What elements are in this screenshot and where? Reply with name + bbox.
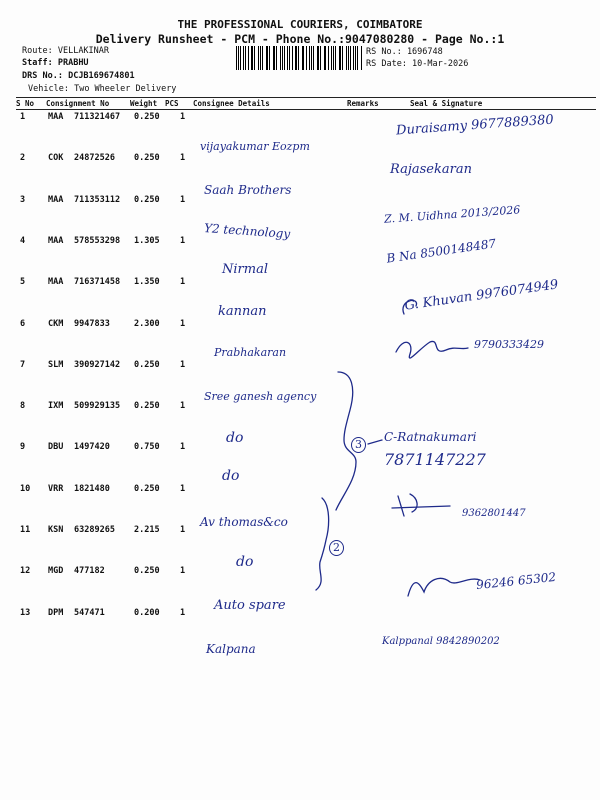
consignee-hw-13: Auto spare — [214, 598, 286, 613]
table-row — [0, 236, 600, 277]
row-pcs: 1 — [180, 401, 186, 412]
vehicle-line — [28, 84, 176, 94]
row-consignment-number: 711353112 — [74, 194, 121, 205]
barcode-bar — [333, 46, 334, 70]
consignee-hw-2: Saah Brothers — [204, 183, 292, 197]
row-weight: 0.200 — [134, 607, 160, 618]
row-consignment-prefix: CKM — [48, 318, 64, 329]
consignee-hw-5: kannan — [218, 304, 267, 319]
signature-2: Rajasekaran — [390, 162, 472, 177]
barcode-bar — [280, 46, 281, 70]
row-sno: 5 — [20, 277, 26, 288]
barcode-bar — [353, 46, 354, 70]
row-pcs: 1 — [180, 112, 186, 122]
table-row — [0, 153, 600, 194]
barcode-bar — [324, 46, 325, 70]
barcode-bar — [355, 46, 356, 70]
barcode-bar — [236, 46, 237, 70]
table-row — [0, 525, 600, 566]
drs-value: DCJB169674801 — [68, 71, 135, 81]
barcode-bar — [346, 46, 347, 70]
consignee-hw-1: vijayakumar Eozpm — [200, 140, 310, 153]
row-sno: 2 — [20, 153, 26, 164]
bracket-mark-2: 2 — [329, 540, 344, 556]
table-row — [0, 608, 600, 649]
table-row — [0, 401, 600, 442]
row-pcs: 1 — [180, 483, 186, 494]
signature-10: 9362801447 — [462, 508, 526, 519]
signature-kalpana: Kalppanal 9842890202 — [382, 636, 500, 647]
signature-1: Duraisamy 9677889380 — [395, 112, 555, 139]
barcode-bar — [340, 46, 341, 70]
bracket-mark-3: 3 — [351, 437, 366, 453]
row-weight: 0.250 — [134, 401, 160, 412]
row-consignment-number: 63289265 — [74, 525, 115, 535]
row-consignment-prefix: KSN — [48, 525, 64, 535]
barcode-bar — [258, 46, 259, 70]
staff-label: Staff: — [22, 58, 53, 68]
barcode-bar — [254, 46, 255, 70]
col-consignee: Consignee Details — [193, 99, 270, 108]
vehicle-label: Vehicle: — [28, 84, 69, 94]
row-consignment-number: 390927142 — [74, 359, 121, 370]
consignee-hw-11: Av thomas&co — [200, 515, 288, 529]
row-weight: 0.250 — [134, 153, 160, 164]
row-weight: 1.350 — [134, 277, 160, 288]
barcode-bar — [269, 46, 270, 70]
row-sno: 12 — [20, 566, 31, 577]
row-consignment-number: 716371458 — [74, 277, 121, 288]
table-header — [16, 97, 596, 110]
row-consignment-prefix: DPM — [48, 607, 64, 618]
row-sno: 3 — [20, 194, 26, 205]
signature-6: 9790333429 — [474, 338, 544, 351]
row-sno: 9 — [20, 442, 26, 453]
row-consignment-prefix: MAA — [48, 277, 64, 288]
row-sno: 4 — [20, 235, 26, 246]
col-seal-signature: Seal & Signature — [410, 99, 483, 108]
row-weight: 0.250 — [134, 359, 160, 370]
row-consignment-prefix: MAA — [48, 194, 64, 205]
row-pcs: 1 — [180, 235, 186, 246]
row-pcs: 1 — [180, 318, 186, 329]
table-row — [0, 442, 600, 483]
barcode-bar — [289, 46, 290, 70]
barcode — [236, 46, 362, 70]
row-consignment-number: 1497420 — [74, 442, 110, 453]
row-weight: 0.250 — [134, 483, 160, 494]
signature-9: 7871147227 — [384, 450, 486, 469]
vehicle-value: Two Wheeler Delivery — [74, 84, 177, 94]
row-consignment-prefix: IXM — [48, 401, 64, 412]
row-weight: 0.250 — [134, 566, 160, 577]
drs-label: DRS No.: — [22, 71, 63, 81]
barcode-bar — [311, 46, 312, 70]
consignee-hw-7: Sree ganesh agency — [204, 390, 317, 403]
row-consignment-number: 547471 — [74, 607, 105, 618]
consignee-hw-3: Y2 technology — [203, 221, 291, 241]
row-consignment-number: 9947833 — [74, 318, 110, 329]
row-consignment-prefix: SLM — [48, 359, 64, 370]
barcode-bar — [325, 46, 326, 70]
barcode-bar — [243, 46, 244, 70]
consignee-hw-4: Nirmal — [222, 262, 268, 277]
row-pcs: 1 — [180, 442, 186, 453]
barcode-bar — [298, 46, 299, 70]
barcode-bar — [287, 46, 288, 70]
row-weight: 2.300 — [134, 318, 160, 329]
row-weight: 0.250 — [134, 112, 160, 122]
row-sno: 13 — [20, 607, 31, 618]
row-sno: 11 — [20, 525, 31, 535]
barcode-bar — [303, 46, 304, 70]
company-title: THE PROFESSIONAL COURIERS, COIMBATORE — [177, 18, 423, 31]
row-pcs: 1 — [180, 359, 186, 370]
row-weight: 1.305 — [134, 235, 160, 246]
col-sno: S No — [16, 99, 35, 108]
row-sno: 6 — [20, 318, 26, 329]
row-pcs: 1 — [180, 566, 186, 577]
rs-number: RS No.: 1696748 — [366, 47, 443, 57]
row-sno: 10 — [20, 483, 31, 494]
col-weight: Weight — [130, 99, 158, 108]
signature-5: G. Khuvan 9976074949 — [403, 277, 560, 314]
signature-12: 96246 65302 — [475, 569, 557, 593]
barcode-bar — [276, 46, 277, 70]
row-consignment-number: 578553298 — [74, 235, 121, 246]
row-pcs: 1 — [180, 525, 186, 535]
col-consignment: Consignment No — [46, 99, 110, 108]
barcode-bar — [317, 46, 318, 70]
route-line — [22, 46, 109, 56]
row-consignment-prefix: VRR — [48, 483, 64, 494]
row-weight: 0.750 — [134, 442, 160, 453]
row-weight: 2.215 — [134, 525, 160, 535]
row-sno: 7 — [20, 359, 26, 370]
row-consignment-prefix: MGD — [48, 566, 64, 577]
consignee-hw-9: do — [222, 468, 240, 484]
col-remarks: Remarks — [347, 99, 379, 108]
row-consignment-number: 509929135 — [74, 401, 121, 412]
row-consignment-prefix: DBU — [48, 442, 64, 453]
rs-date: RS Date: 10-Mar-2026 — [366, 59, 469, 69]
row-consignment-number: 711321467 — [74, 112, 121, 122]
row-sno: 8 — [20, 401, 26, 412]
col-pcs: PCS — [165, 99, 179, 108]
consignee-hw-8: do — [226, 430, 244, 446]
row-consignment-prefix: MAA — [48, 112, 64, 122]
row-sno: 1 — [20, 112, 26, 122]
row-consignment-prefix: COK — [48, 153, 64, 164]
row-pcs: 1 — [180, 607, 186, 618]
row-weight: 0.250 — [134, 194, 160, 205]
signature-4: B Na 8500148487 — [385, 236, 497, 266]
staff-value: PRABHU — [57, 58, 89, 68]
row-pcs: 1 — [180, 277, 186, 288]
consignee-hw-kalpana: Kalpana — [206, 642, 256, 656]
route-value: VELLAKINAR — [57, 46, 110, 56]
barcode-bar — [262, 46, 263, 70]
runsheet-subtitle: Delivery Runsheet - PCM - Phone No.:9047080280 - Page No.:1 — [95, 32, 505, 46]
row-consignment-prefix: MAA — [48, 235, 64, 246]
barcode-bar — [245, 46, 246, 70]
row-consignment-number: 24872526 — [74, 153, 115, 164]
drs-line — [22, 71, 135, 81]
consignee-hw-6: Prabhakaran — [214, 346, 287, 359]
row-consignment-number: 477182 — [74, 566, 105, 577]
route-label: Route: — [22, 46, 53, 56]
staff-line — [22, 58, 89, 68]
row-pcs: 1 — [180, 194, 186, 205]
row-pcs: 1 — [180, 153, 186, 164]
signature-3: Z. M. Uidhna 2013/2026 — [383, 203, 521, 226]
consignee-hw-12: do — [236, 554, 254, 570]
signature-8: C-Ratnakumari — [384, 430, 477, 444]
row-consignment-number: 1821480 — [74, 483, 110, 494]
